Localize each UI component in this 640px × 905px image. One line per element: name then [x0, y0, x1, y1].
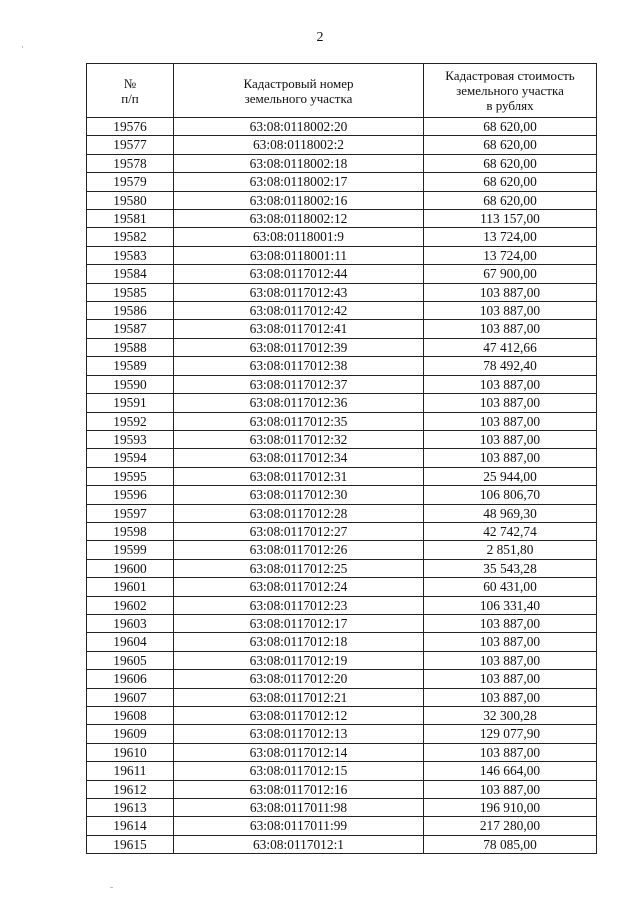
table-row	[87, 670, 597, 688]
table-row	[87, 191, 597, 209]
row-number: 19600	[87, 559, 174, 577]
row-number: 19582	[87, 228, 174, 246]
cadastral-number: 63:08:0118002:17	[174, 173, 424, 191]
header-num-line-1: №	[123, 75, 137, 91]
row-number: 19612	[87, 780, 174, 798]
table-row	[87, 246, 597, 264]
cadastral-value: 42 742,74	[424, 522, 597, 540]
cadastral-value: 103 887,00	[424, 670, 597, 688]
row-number: 19608	[87, 707, 174, 725]
cadastral-number: 63:08:0117012:38	[174, 357, 424, 375]
row-number: 19590	[87, 375, 174, 393]
cadastral-value: 47 412,66	[424, 338, 597, 356]
cadastral-value: 103 887,00	[424, 302, 597, 320]
row-number: 19606	[87, 670, 174, 688]
cadastral-number: 63:08:0117011:98	[174, 799, 424, 817]
table-row	[87, 725, 597, 743]
row-number: 19589	[87, 357, 174, 375]
table-row	[87, 707, 597, 725]
row-number: 19607	[87, 688, 174, 706]
row-number: 19599	[87, 541, 174, 559]
table-row	[87, 780, 597, 798]
cadastral-number: 63:08:0117012:23	[174, 596, 424, 614]
cadastral-number: 63:08:0118002:20	[174, 118, 424, 136]
header-num-line-2: п/п	[121, 90, 139, 106]
table-row	[87, 449, 597, 467]
table-row	[87, 302, 597, 320]
row-number: 19581	[87, 210, 174, 228]
table-row	[87, 228, 597, 246]
table-row	[87, 633, 597, 651]
table-row	[87, 688, 597, 706]
cadastral-value: 103 887,00	[424, 320, 597, 338]
row-number: 19592	[87, 412, 174, 430]
table-row	[87, 835, 597, 853]
cadastral-number: 63:08:0117012:36	[174, 394, 424, 412]
table-row	[87, 210, 597, 228]
cadastral-value: 103 887,00	[424, 449, 597, 467]
row-number: 19603	[87, 614, 174, 632]
table-row	[87, 430, 597, 448]
cadastral-number: 63:08:0117012:16	[174, 780, 424, 798]
cadastral-value: 35 543,28	[424, 559, 597, 577]
scan-mark	[22, 46, 23, 48]
cadastral-number: 63:08:0117012:39	[174, 338, 424, 356]
row-number: 19588	[87, 338, 174, 356]
row-number: 19602	[87, 596, 174, 614]
table-row	[87, 394, 597, 412]
table-row	[87, 265, 597, 283]
cadastral-number: 63:08:0117012:21	[174, 688, 424, 706]
row-number: 19609	[87, 725, 174, 743]
cadastral-value: 68 620,00	[424, 136, 597, 154]
cadastral-number: 63:08:0117012:41	[174, 320, 424, 338]
cadastral-value-table	[86, 63, 597, 854]
table-row	[87, 118, 597, 136]
row-number: 19597	[87, 504, 174, 522]
row-number: 19583	[87, 246, 174, 264]
cadastral-value: 13 724,00	[424, 228, 597, 246]
cadastral-number: 63:08:0118002:2	[174, 136, 424, 154]
cadastral-number: 63:08:0117012:27	[174, 522, 424, 540]
cadastral-value: 2 851,80	[424, 541, 597, 559]
cadastral-value: 103 887,00	[424, 412, 597, 430]
cadastral-number: 63:08:0117012:1	[174, 835, 424, 853]
cadastral-number: 63:08:0117012:19	[174, 651, 424, 669]
cadastral-value: 13 724,00	[424, 246, 597, 264]
cadastral-value: 103 887,00	[424, 651, 597, 669]
table-row	[87, 467, 597, 485]
header-value-line-1: Кадастровая стоимость	[445, 68, 575, 83]
row-number: 19593	[87, 430, 174, 448]
cadastral-value: 103 887,00	[424, 614, 597, 632]
cadastral-value: 103 887,00	[424, 743, 597, 761]
cadastral-value: 68 620,00	[424, 173, 597, 191]
cadastral-value: 78 492,40	[424, 357, 597, 375]
table-row	[87, 154, 597, 172]
cadastral-number: 63:08:0117011:99	[174, 817, 424, 835]
cadastral-number: 63:08:0118001:9	[174, 228, 424, 246]
row-number: 19580	[87, 191, 174, 209]
cadastral-number: 63:08:0117012:25	[174, 559, 424, 577]
row-number: 19611	[87, 762, 174, 780]
cadastral-number: 63:08:0117012:44	[174, 265, 424, 283]
page-number: 2	[316, 30, 324, 45]
table-row	[87, 578, 597, 596]
row-number: 19601	[87, 578, 174, 596]
cadastral-number: 63:08:0118001:11	[174, 246, 424, 264]
cadastral-value: 48 969,30	[424, 504, 597, 522]
cadastral-number: 63:08:0117012:28	[174, 504, 424, 522]
row-number: 19591	[87, 394, 174, 412]
cadastral-value: 103 887,00	[424, 375, 597, 393]
table-row	[87, 412, 597, 430]
cadastral-value: 32 300,28	[424, 707, 597, 725]
cadastral-number: 63:08:0117012:24	[174, 578, 424, 596]
row-number: 19579	[87, 173, 174, 191]
table-row	[87, 596, 597, 614]
cadastral-number: 63:08:0117012:31	[174, 467, 424, 485]
header-value-line-2: земельного участка	[456, 83, 564, 98]
cadastral-number: 63:08:0117012:15	[174, 762, 424, 780]
cadastral-value: 60 431,00	[424, 578, 597, 596]
cadastral-number: 63:08:0117012:43	[174, 283, 424, 301]
cadastral-value: 67 900,00	[424, 265, 597, 283]
header-cadastral	[174, 64, 424, 118]
row-number: 19578	[87, 154, 174, 172]
cadastral-value: 146 664,00	[424, 762, 597, 780]
cadastral-number: 63:08:0118002:12	[174, 210, 424, 228]
cadastral-value: 103 887,00	[424, 633, 597, 651]
table-row	[87, 743, 597, 761]
table-row	[87, 541, 597, 559]
table-row	[87, 375, 597, 393]
table-row	[87, 522, 597, 540]
cadastral-number: 63:08:0117012:20	[174, 670, 424, 688]
header-num	[87, 64, 174, 118]
cadastral-number: 63:08:0117012:18	[174, 633, 424, 651]
cadastral-number: 63:08:0118002:18	[174, 154, 424, 172]
row-number: 19584	[87, 265, 174, 283]
header-cadastral-line-1: Кадастровый номер	[243, 75, 354, 91]
table-row	[87, 357, 597, 375]
cadastral-value: 113 157,00	[424, 210, 597, 228]
header-row	[87, 64, 597, 118]
cadastral-number: 63:08:0117012:26	[174, 541, 424, 559]
cadastral-value: 25 944,00	[424, 467, 597, 485]
table-row	[87, 504, 597, 522]
row-number: 19610	[87, 743, 174, 761]
header-cadastral-line-2: земельного участка	[244, 90, 353, 106]
table-row	[87, 559, 597, 577]
table-row	[87, 799, 597, 817]
cadastral-number: 63:08:0117012:30	[174, 486, 424, 504]
cadastral-value: 129 077,90	[424, 725, 597, 743]
row-number: 19595	[87, 467, 174, 485]
cadastral-number: 63:08:0117012:17	[174, 614, 424, 632]
row-number: 19586	[87, 302, 174, 320]
row-number: 19613	[87, 799, 174, 817]
cadastral-number: 63:08:0117012:14	[174, 743, 424, 761]
table-row	[87, 283, 597, 301]
table-row	[87, 817, 597, 835]
table-row	[87, 338, 597, 356]
cadastral-value: 103 887,00	[424, 780, 597, 798]
row-number: 19576	[87, 118, 174, 136]
cadastral-number: 63:08:0117012:35	[174, 412, 424, 430]
cadastral-number: 63:08:0117012:32	[174, 430, 424, 448]
table-row	[87, 614, 597, 632]
cadastral-number: 63:08:0117012:37	[174, 375, 424, 393]
table-row	[87, 320, 597, 338]
row-number: 19577	[87, 136, 174, 154]
table-row	[87, 136, 597, 154]
cadastral-value: 68 620,00	[424, 118, 597, 136]
row-number: 19605	[87, 651, 174, 669]
table-row	[87, 486, 597, 504]
cadastral-number: 63:08:0117012:42	[174, 302, 424, 320]
cadastral-value: 103 887,00	[424, 283, 597, 301]
cadastral-value: 103 887,00	[424, 688, 597, 706]
table-body	[87, 118, 597, 854]
table-header	[87, 64, 597, 118]
row-number: 19585	[87, 283, 174, 301]
cadastral-value: 196 910,00	[424, 799, 597, 817]
cadastral-value: 106 806,70	[424, 486, 597, 504]
table-row	[87, 173, 597, 191]
header-value-line-3: в рублях	[486, 98, 534, 113]
row-number: 19596	[87, 486, 174, 504]
cadastral-number: 63:08:0117012:34	[174, 449, 424, 467]
row-number: 19598	[87, 522, 174, 540]
cadastral-value: 103 887,00	[424, 394, 597, 412]
header-value	[424, 64, 597, 118]
cadastral-value: 68 620,00	[424, 154, 597, 172]
table-row	[87, 762, 597, 780]
cadastral-value: 106 331,40	[424, 596, 597, 614]
scan-mark	[110, 887, 113, 888]
row-number: 19615	[87, 835, 174, 853]
table-row	[87, 651, 597, 669]
cadastral-value: 217 280,00	[424, 817, 597, 835]
cadastral-value: 68 620,00	[424, 191, 597, 209]
cadastral-value: 78 085,00	[424, 835, 597, 853]
row-number: 19604	[87, 633, 174, 651]
cadastral-value: 103 887,00	[424, 430, 597, 448]
cadastral-number: 63:08:0118002:16	[174, 191, 424, 209]
cadastral-number: 63:08:0117012:13	[174, 725, 424, 743]
row-number: 19594	[87, 449, 174, 467]
cadastral-number: 63:08:0117012:12	[174, 707, 424, 725]
row-number: 19614	[87, 817, 174, 835]
row-number: 19587	[87, 320, 174, 338]
